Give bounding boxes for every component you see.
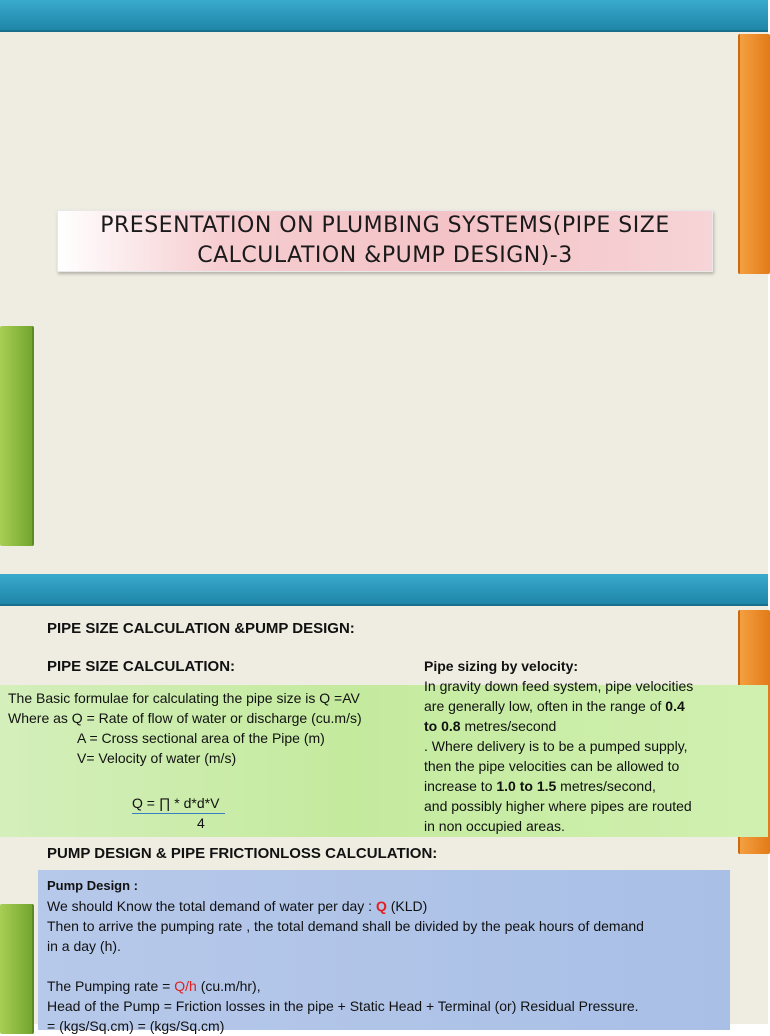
pump-design-heading: Pump Design :: [47, 878, 139, 893]
velocity-line: in non occupied areas.: [424, 818, 565, 834]
velocity-line: and possibly higher where pipes are routed: [424, 798, 692, 814]
formula-line-4: V= Velocity of water (m/s): [77, 750, 237, 766]
formula-denominator: 4: [197, 815, 205, 831]
velocity-line: are generally low, often in the range of 0.4: [424, 698, 685, 714]
pump-line: Then to arrive the pumping rate , the total demand shall be divided by the peak hours of demand: [47, 918, 644, 934]
velocity-heading: Pipe sizing by velocity:: [424, 658, 579, 674]
formula-line-3: A = Cross sectional area of the Pipe (m): [77, 730, 325, 746]
green-accent-bar: [0, 326, 34, 546]
content-slide: [0, 548, 768, 1034]
velocity-line: then the pipe velocities can be allowed to: [424, 758, 680, 774]
pump-heading: PUMP DESIGN & PIPE FRICTIONLOSS CALCULATION:: [47, 845, 438, 862]
main-heading: PIPE SIZE CALCULATION &PUMP DESIGN:: [47, 620, 355, 637]
velocity-line: In gravity down feed system, pipe velocities: [424, 678, 694, 694]
formula-numerator: Q = ∏ * d*d*V: [132, 793, 225, 814]
velocity-line: . Where delivery is to be a pumped supply,: [424, 738, 688, 754]
pipe-size-heading: PIPE SIZE CALCULATION:: [47, 658, 236, 675]
title-box: [57, 210, 713, 272]
velocity-line: increase to 1.0 to 1.5 metres/second,: [424, 778, 656, 794]
top-header-bar: [0, 0, 768, 32]
pump-line: The Pumping rate = Q/h (cu.m/hr),: [47, 978, 261, 994]
velocity-line: to 0.8 metres/second: [424, 718, 557, 734]
pump-line: in a day (h).: [47, 938, 121, 954]
velocity-block: [424, 656, 734, 836]
title-line-1: PRESENTATION ON PLUMBING SYSTEMS(PIPE SIZE: [100, 213, 670, 238]
pump-line: We should Know the total demand of water per day : Q (KLD): [47, 898, 428, 914]
pump-design-block: [47, 876, 727, 1036]
pump-line: Head of the Pump = Friction losses in the pipe + Static Head + Terminal (or) Residual Pressure.: [47, 998, 639, 1014]
green-accent-bar-2: [0, 904, 34, 1034]
content-header-bar: [0, 574, 768, 606]
orange-accent-bar: [738, 34, 770, 274]
pump-line: = (kgs/Sq.cm) = (kgs/Sq.cm): [47, 1018, 225, 1034]
title-line-2: CALCULATION &PUMP DESIGN)-3: [197, 243, 573, 268]
formula-line-1: The Basic formulae for calculating the pipe size is Q =AV: [8, 690, 360, 706]
formula-line-2: Where as Q = Rate of flow of water or discharge (cu.m/s): [8, 710, 362, 726]
